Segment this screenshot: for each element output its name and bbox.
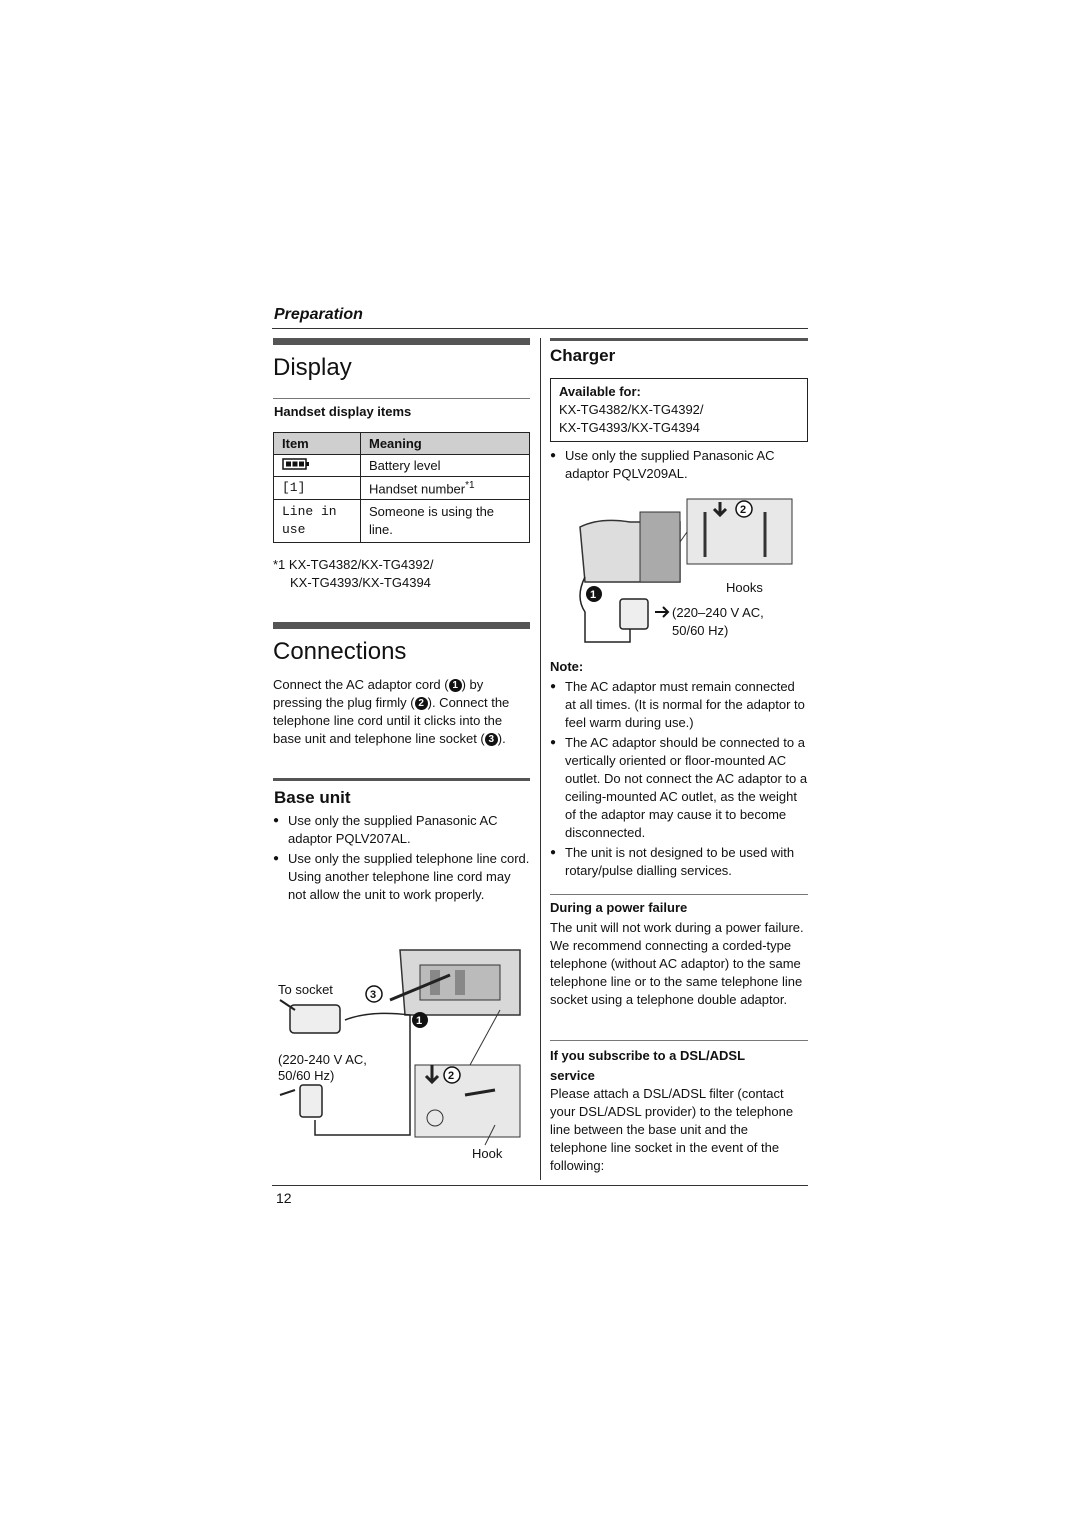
base-unit-port (455, 970, 465, 995)
footnote-line: KX-TG4393/KX-TG4394 (290, 575, 431, 590)
arrow-shape (655, 607, 668, 617)
section-bar (273, 622, 530, 629)
text-run: ) by pressing the plug firmly ( (273, 677, 484, 710)
available-models: KX-TG4382/KX-TG4392/ (559, 402, 704, 417)
hooks-label: Hooks (726, 580, 763, 595)
table-header: Meaning (361, 433, 530, 455)
note-bullets (550, 678, 808, 880)
callout-label-1: 1 (416, 1015, 423, 1027)
power-failure-text: The unit will not work during a power failure. We recommend connecting a corded-type telephone (without AC adaptor) to the same telephone line or to the same telephone line socket using a telephone double adaptor. (550, 920, 804, 1007)
callout-label-3: 3 (370, 989, 377, 1001)
section-label: Preparation (274, 306, 363, 323)
base-unit-bullets (273, 812, 531, 904)
base-unit-title: Base unit (274, 788, 351, 807)
header-rule (272, 328, 808, 329)
table-cell (361, 477, 530, 500)
list-item: ● Use only the supplied Panasonic AC adaptor PQLV207AL. (273, 812, 531, 848)
callout-1: 1 (449, 679, 462, 692)
footnote-ref: *1 (465, 480, 475, 491)
handset-shape (640, 512, 680, 582)
text-run: Connect the AC adaptor cord ( (273, 677, 449, 692)
power-label: (220–240 V AC, (672, 605, 764, 620)
power-label: 50/60 Hz) (278, 1068, 335, 1083)
subsection-bar (550, 338, 808, 341)
list-item: ● Use only the supplied telephone line cord. Using another telephone line cord may not allow the unit to work properly. (273, 850, 531, 904)
note-title: Note: (550, 659, 584, 674)
meaning-text: Handset number (369, 481, 466, 497)
charger-bullets (550, 447, 808, 483)
inset-line (470, 1010, 500, 1065)
ac-adaptor (620, 599, 648, 629)
dsl-title: If you subscribe to a DSL/ADSL service (550, 1048, 745, 1083)
footer-rule (272, 1185, 808, 1186)
available-for-box (550, 378, 808, 442)
subsection-bar (273, 778, 530, 781)
ac-adaptor (300, 1085, 322, 1117)
section-bar (273, 338, 530, 345)
list-item: ● The AC adaptor must remain connected at all times. (It is normal for the adaptor to feel warm during use.) (550, 678, 808, 732)
power-failure-title: During a power failure (550, 900, 688, 915)
connections-title: Connections (273, 638, 407, 665)
display-items-table (273, 432, 530, 543)
handset-display-heading: Handset display items (274, 404, 412, 419)
table-cell: [1] (274, 477, 361, 500)
text-run: ). (497, 731, 506, 746)
table-cell: Someone is using the line. (361, 500, 530, 543)
callout-2: 2 (415, 697, 428, 710)
available-models: KX-TG4393/KX-TG4394 (559, 420, 700, 435)
power-label: (220-240 V AC, (278, 1052, 367, 1067)
table-cell: Line in use (274, 500, 361, 543)
callout-3: 3 (485, 733, 498, 746)
callout-label-2: 2 (740, 504, 747, 516)
page-number: 12 (276, 1190, 292, 1206)
base-unit-connection-figure (270, 940, 535, 1170)
dsl-text: Please attach a DSL/ADSL filter (contact your DSL/ADSL provider) to the telephone line between the base unit and the telephone line socket in the event of the following: (550, 1086, 794, 1173)
telephone-adaptor (290, 1005, 340, 1033)
list-item: ● The unit is not designed to be used with rotary/pulse dialling services. (550, 844, 808, 880)
display-title: Display (273, 354, 352, 381)
table-row (274, 500, 530, 543)
table-header-row (274, 433, 530, 455)
list-item: ● The AC adaptor should be connected to a vertically oriented or floor-mounted AC outlet. Do not connect the AC adaptor to a ceiling-mounted AC outlet, as the weight of the adaptor may cause it to become disconnected. (550, 734, 808, 842)
charger-figure (560, 497, 800, 652)
footnote (273, 556, 533, 592)
callout-label-2: 2 (448, 1070, 455, 1082)
divider (550, 1040, 808, 1041)
divider (273, 398, 530, 399)
connections-intro (273, 676, 531, 748)
to-socket-label: To socket (278, 982, 333, 997)
table-cell (274, 455, 361, 477)
power-label: 50/60 Hz) (672, 623, 729, 638)
table-row (274, 477, 530, 500)
column-divider (540, 338, 541, 1180)
hook-label: Hook (472, 1146, 503, 1161)
table-row (274, 455, 530, 477)
divider (550, 894, 808, 895)
footnote-marker: *1 (273, 557, 286, 572)
list-item: ● Use only the supplied Panasonic AC adaptor PQLV209AL. (550, 447, 808, 483)
callout-label-1: 1 (590, 589, 597, 601)
available-label: Available for: (559, 384, 641, 399)
battery-icon (282, 458, 310, 470)
table-header: Item (274, 433, 361, 455)
text-run: ). Connect the telephone line cord until it clicks into the base unit and telephone line socket ( (273, 695, 510, 746)
charger-title: Charger (550, 346, 616, 365)
table-cell: Battery level (361, 455, 530, 477)
inset-line (680, 532, 687, 542)
arrow-shape (280, 1090, 295, 1095)
footnote-line: KX-TG4382/KX-TG4392/ (288, 557, 434, 572)
